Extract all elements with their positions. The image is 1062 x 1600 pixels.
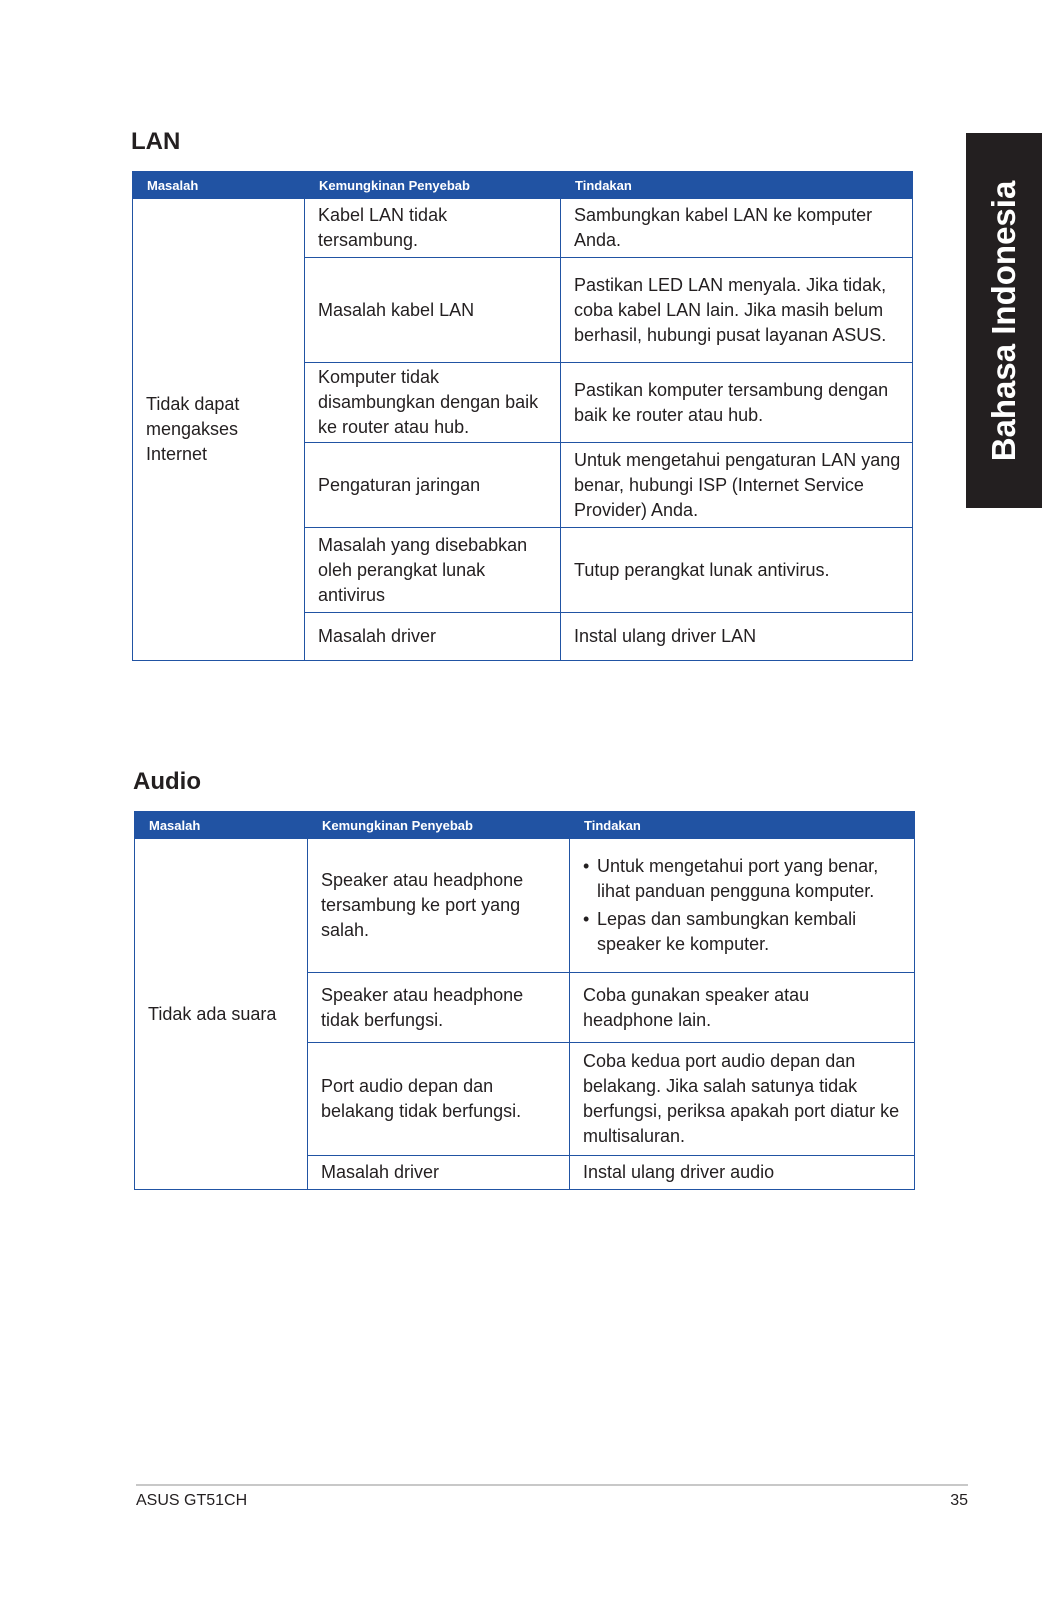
audio-cause-cell: Port audio depan dan belakang tidak berfungsi. <box>308 1043 570 1156</box>
lan-cause-cell: Kabel LAN tidak tersambung. <box>305 199 561 258</box>
lan-action-cell: Sambungkan kabel LAN ke komputer Anda. <box>561 199 913 258</box>
audio-action-cell: Coba gunakan speaker atau headphone lain. <box>570 973 915 1043</box>
footer-page-number: 35 <box>950 1492 968 1509</box>
lan-problem-text: Tidak dapat mengakses Internet <box>146 394 240 464</box>
audio-section-title: Audio <box>133 768 201 795</box>
lan-action-cell: Untuk mengetahui pengaturan LAN yang benar, hubungi ISP (Internet Service Provider) Anda. <box>561 443 913 528</box>
audio-cause-cell: Masalah driver <box>308 1156 570 1190</box>
lan-problem-cell <box>133 199 305 661</box>
lan-section-title: LAN <box>131 128 181 155</box>
audio-problem-text: Tidak ada suara <box>148 1003 277 1024</box>
lan-header-action: Tindakan <box>561 172 913 199</box>
lan-cause-cell: Pengaturan jaringan <box>305 443 561 528</box>
footer-product-name: ASUS GT51CH <box>136 1492 248 1509</box>
footer-divider <box>136 1484 968 1486</box>
table-row <box>133 199 913 258</box>
lan-action-cell: Tutup perangkat lunak antivirus. <box>561 528 913 613</box>
lan-cause-cell: Masalah yang disebabkan oleh perangkat lunak antivirus <box>305 528 561 613</box>
lan-table <box>132 171 913 661</box>
audio-action-cell <box>570 839 915 973</box>
lan-table-header <box>133 172 913 199</box>
lan-action-cell: Pastikan LED LAN menyala. Jika tidak, coba kabel LAN lain. Jika masih belum berhasil, hubungi pusat layanan ASUS. <box>561 258 913 363</box>
list-item: • Untuk mengetahui port yang benar, lihat panduan pengguna komputer. <box>583 854 904 904</box>
lan-header-cause: Kemungkinan Penyebab <box>305 172 561 199</box>
language-tab-label: Bahasa Indonesia <box>985 180 1022 461</box>
lan-cause-cell: Masalah driver <box>305 613 561 661</box>
audio-table <box>134 811 915 1190</box>
table-row <box>135 839 915 973</box>
audio-cause-cell: Speaker atau headphone tersambung ke port yang salah. <box>308 839 570 973</box>
lan-cause-cell: Masalah kabel LAN <box>305 258 561 363</box>
lan-cause-cell: Komputer tidak disambungkan dengan baik ke router atau hub. <box>305 363 561 443</box>
audio-action-bullets <box>583 854 904 957</box>
audio-header-action: Tindakan <box>570 812 915 839</box>
audio-header-problem: Masalah <box>135 812 308 839</box>
audio-action-cell: Coba kedua port audio depan dan belakang. Jika salah satunya tidak berfungsi, periksa apakah port diatur ke multisaluran. <box>570 1043 915 1156</box>
lan-header-problem: Masalah <box>133 172 305 199</box>
audio-action-cell: Instal ulang driver audio <box>570 1156 915 1190</box>
audio-cause-cell: Speaker atau headphone tidak berfungsi. <box>308 973 570 1043</box>
language-side-tab <box>966 133 1042 508</box>
audio-problem-cell <box>135 839 308 1190</box>
audio-header-cause: Kemungkinan Penyebab <box>308 812 570 839</box>
lan-action-cell: Pastikan komputer tersambung dengan baik ke router atau hub. <box>561 363 913 443</box>
lan-action-cell: Instal ulang driver LAN <box>561 613 913 661</box>
list-item: • Lepas dan sambungkan kembali speaker ke komputer. <box>583 907 904 957</box>
audio-table-header <box>135 812 915 839</box>
